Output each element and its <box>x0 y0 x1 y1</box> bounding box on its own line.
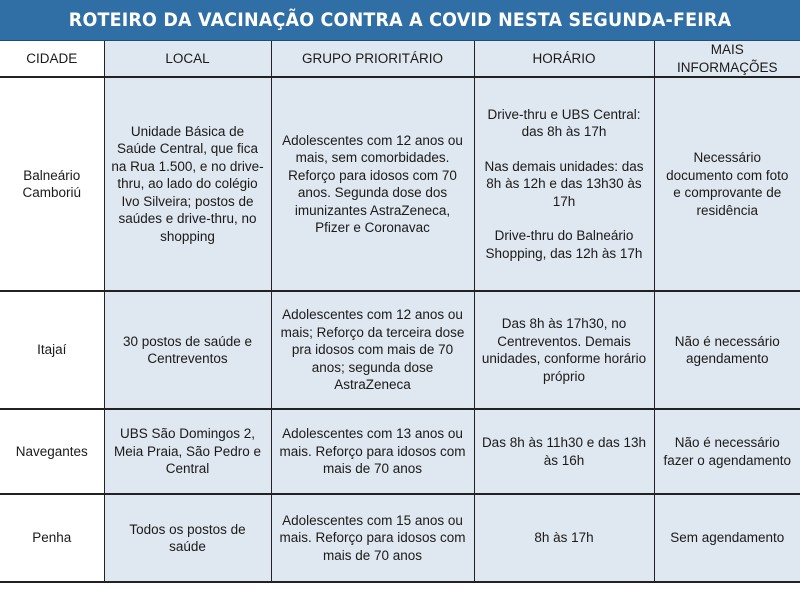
header-cidade: CIDADE <box>0 41 104 77</box>
horario-text: Das 8h às 17h30, no Centreventos. Demais unidades, conforme horário próprio <box>481 316 647 384</box>
cell-grupo <box>271 291 474 409</box>
local-text: 30 postos de saúde e Centreventos <box>122 333 253 366</box>
cell-grupo <box>271 77 474 291</box>
table-row <box>0 409 800 494</box>
info-text: Sem agendamento <box>670 530 785 546</box>
cidade-text: Navegantes <box>15 443 88 459</box>
info-text: Não é necessário agendamento <box>674 333 780 366</box>
cell-local <box>104 291 271 409</box>
cidade-text: Penha <box>32 530 72 546</box>
cell-info <box>654 291 800 409</box>
grupo-text: Adolescentes com 15 anos ou mais. Reforço para idosos com mais de 70 anos <box>279 512 466 563</box>
header-local: LOCAL <box>104 41 271 77</box>
info-text: Necessário documento com foto e comprovante de residência <box>666 150 789 218</box>
table-row <box>0 291 800 409</box>
table-header-row <box>0 41 800 77</box>
header-grupo: GRUPO PRIORITÁRIO <box>271 41 474 77</box>
cell-info <box>654 77 800 291</box>
header-info: MAIS INFORMAÇÕES <box>654 41 800 77</box>
cell-cidade <box>0 77 104 291</box>
cell-cidade <box>0 291 104 409</box>
header-horario: HORÁRIO <box>474 41 654 77</box>
cell-info <box>654 494 800 582</box>
info-text: Não é necessário fazer o agendamento <box>663 435 792 468</box>
local-text: Todos os postos de saúde <box>129 521 246 554</box>
horario-text: Nas demais unidades: das 8h às 12h e das 13h30 às 17h <box>484 158 644 209</box>
cidade-text: Balneário Camboriú <box>22 167 82 200</box>
horario-text: Das 8h às 11h30 e das 13h às 16h <box>481 435 647 468</box>
cell-grupo <box>271 409 474 494</box>
horario-text: Drive-thru e UBS Central: das 8h às 17h <box>487 106 641 140</box>
vaccination-table <box>0 41 800 583</box>
cell-local <box>104 77 271 291</box>
cell-cidade <box>0 409 104 494</box>
horario-text: 8h às 17h <box>534 530 594 546</box>
cell-grupo <box>271 494 474 582</box>
table-row <box>0 494 800 582</box>
grupo-text: Adolescentes com 12 anos ou mais, sem comorbidades. Reforço para idosos com 70 anos. Segunda dose dos imunizantes AstraZeneca, Pfizer e Coronavac <box>282 132 463 235</box>
cidade-text: Itajaí <box>37 342 67 358</box>
cell-info <box>654 409 800 494</box>
cell-local <box>104 494 271 582</box>
title-bar <box>0 0 800 41</box>
cell-cidade <box>0 494 104 582</box>
grupo-text: Adolescentes com 13 anos ou mais. Reforço para idosos com mais de 70 anos <box>279 426 466 477</box>
horario-text: Drive-thru do Balneário Shopping, das 12h às 17h <box>485 228 643 261</box>
cell-local <box>104 409 271 494</box>
grupo-text: Adolescentes com 12 anos ou mais; Reforço da terceira dose pra idosos com mais de 70 anos; segunda dose AstraZeneca <box>280 307 465 393</box>
cell-horario <box>474 291 654 409</box>
cell-horario <box>474 409 654 494</box>
cell-horario <box>474 494 654 582</box>
local-text: Unidade Básica de Saúde Central, que fica na Rua 1.500, e no drive-thru, ao lado do colégio Ivo Silveira; postos de saúdes e drive-thru, no shopping <box>111 123 264 244</box>
page-title: ROTEIRO DA VACINAÇÃO CONTRA A COVID NESTA SEGUNDA-FEIRA <box>68 9 732 31</box>
local-text: UBS São Domingos 2, Meia Praia, São Pedro e Central <box>113 426 262 477</box>
table-row <box>0 77 800 291</box>
cell-horario <box>474 77 654 291</box>
